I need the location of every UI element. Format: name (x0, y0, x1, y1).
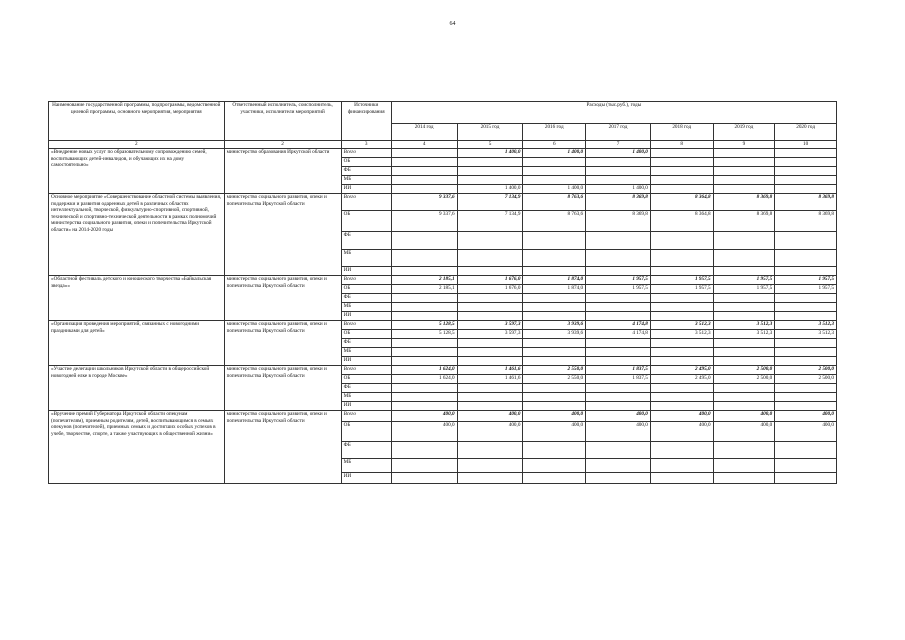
expense-value (713, 357, 775, 366)
expense-value (586, 339, 651, 348)
expense-value (713, 384, 775, 393)
expense-value: 1 957,5 (586, 276, 651, 285)
expense-value (523, 384, 586, 393)
expense-value (713, 393, 775, 402)
expense-value (713, 303, 775, 312)
column-number: 3 (341, 141, 391, 149)
expense-value (650, 158, 713, 167)
expense-value (457, 294, 523, 303)
expense-value (457, 459, 523, 473)
expense-value (713, 149, 775, 158)
expense-value: 1 400,0 (523, 185, 586, 194)
expense-value (457, 473, 523, 484)
funding-source: МБ (341, 393, 391, 402)
expense-value (391, 339, 457, 348)
expense-value (650, 339, 713, 348)
expense-value: 3 597,3 (457, 321, 523, 330)
funding-source: ОБ (341, 422, 391, 442)
expense-value (523, 176, 586, 185)
funding-source: ОБ (341, 211, 391, 232)
expense-value (775, 185, 837, 194)
expense-value: 2 495,0 (650, 366, 713, 375)
header-year: 2015 год (457, 123, 523, 140)
funding-source: ФБ (341, 442, 391, 459)
expense-value (391, 267, 457, 276)
expense-value: 1 400,0 (586, 149, 651, 158)
expense-value (391, 303, 457, 312)
expense-value (713, 250, 775, 267)
responsible-executor: министерство социального развития, опеки и попечительства Иркутской области (224, 411, 341, 484)
expense-value: 3 512,3 (713, 321, 775, 330)
expense-value: 400,0 (457, 422, 523, 442)
column-number: 8 (650, 141, 713, 149)
expense-value: 2 495,0 (650, 375, 713, 384)
expense-value (775, 149, 837, 158)
expense-value (775, 250, 837, 267)
table-row-total (49, 366, 837, 375)
expense-value: 400,0 (523, 422, 586, 442)
header-name-col: Наименование государственной программы, подпрограммы, ведомственной целевой программы, основного мероприятия, мероприятия (49, 102, 225, 141)
funding-source: МБ (341, 348, 391, 357)
expense-value (586, 473, 651, 484)
expense-value (523, 393, 586, 402)
column-number-row (49, 141, 837, 149)
expense-value (650, 357, 713, 366)
expense-value (586, 303, 651, 312)
expense-value: 3 512,3 (775, 330, 837, 339)
expense-value (586, 294, 651, 303)
expense-value (586, 357, 651, 366)
header-resp-col: Ответственный исполнитель, соисполнитель, участники, исполнители мероприятий (224, 102, 341, 141)
funding-source: МБ (341, 303, 391, 312)
expense-value (586, 167, 651, 176)
expense-value (391, 185, 457, 194)
budget-table (48, 101, 837, 484)
expense-value: 1 676,0 (457, 285, 523, 294)
funding-source: ИИ (341, 402, 391, 411)
header-row-1 (49, 102, 837, 124)
expense-value (775, 232, 837, 250)
funding-source: ФБ (341, 167, 391, 176)
expense-value (650, 312, 713, 321)
column-number: 9 (713, 141, 775, 149)
expense-value: 7 134,9 (457, 211, 523, 232)
table-row-total (49, 411, 837, 422)
expense-value (586, 176, 651, 185)
expense-value (586, 232, 651, 250)
expense-value (391, 402, 457, 411)
expense-value (650, 402, 713, 411)
expense-value (523, 402, 586, 411)
expense-value (457, 303, 523, 312)
responsible-executor: министерство социального развития, опеки и попечительства Иркутской области (224, 194, 341, 276)
expense-value (457, 167, 523, 176)
expense-value: 7 134,9 (457, 194, 523, 211)
expense-value: 3 512,3 (713, 330, 775, 339)
expense-value: 1 400,0 (457, 185, 523, 194)
expense-value: 400,0 (650, 422, 713, 442)
expense-value: 1 957,5 (775, 276, 837, 285)
expense-value: 8 369,8 (775, 211, 837, 232)
header-year: 2017 год (586, 123, 651, 140)
expense-value: 1 461,6 (457, 366, 523, 375)
funding-source: Всего (341, 276, 391, 285)
responsible-executor: министерство социального развития, опеки и попечительства Иркутской области (224, 366, 341, 411)
expense-value (650, 167, 713, 176)
expense-value: 8 763,6 (523, 194, 586, 211)
expense-value: 2 500,0 (775, 366, 837, 375)
expense-value: 4 174,8 (586, 321, 651, 330)
funding-source: ОБ (341, 330, 391, 339)
expense-value: 1 957,5 (713, 276, 775, 285)
expense-value (586, 384, 651, 393)
expense-value (391, 312, 457, 321)
expense-value (650, 185, 713, 194)
expense-value (713, 459, 775, 473)
expense-value: 1 624,0 (391, 366, 457, 375)
funding-source: ИИ (341, 473, 391, 484)
expense-value: 9 337,6 (391, 194, 457, 211)
expense-value (391, 158, 457, 167)
column-number: 10 (775, 141, 837, 149)
expense-value (457, 250, 523, 267)
expense-value (650, 267, 713, 276)
table-row-total (49, 149, 837, 158)
expense-value: 8 364,8 (650, 211, 713, 232)
expense-value (775, 473, 837, 484)
expense-value (523, 459, 586, 473)
expense-value (713, 442, 775, 459)
expense-value (391, 459, 457, 473)
responsible-executor: министерство социального развития, опеки и попечительства Иркутской области (224, 321, 341, 366)
expense-value (391, 176, 457, 185)
expense-value: 400,0 (775, 411, 837, 422)
expense-value (650, 294, 713, 303)
expense-value: 400,0 (391, 422, 457, 442)
expense-value (775, 339, 837, 348)
expense-value (457, 158, 523, 167)
measure-name: «Вручение премий Губернатора Иркутской области опекунам (попечителям), приемным родителям, детей, воспитывающимся в семьях опекунов (попечителей), приемных семьях и достигших особых успехов в учебе, творчестве, спорте, а также участвующих в общественной жизни» (49, 411, 225, 484)
expense-value (586, 393, 651, 402)
expense-value (775, 393, 837, 402)
expense-value (650, 393, 713, 402)
column-number: 5 (457, 141, 523, 149)
expense-value: 1 400,0 (523, 149, 586, 158)
expense-value (523, 250, 586, 267)
expense-value (391, 167, 457, 176)
funding-source: МБ (341, 250, 391, 267)
table-row-total (49, 321, 837, 330)
expense-value (713, 176, 775, 185)
expense-value: 400,0 (586, 422, 651, 442)
expense-value (523, 267, 586, 276)
expense-value: 400,0 (650, 411, 713, 422)
expense-value (650, 459, 713, 473)
funding-source: ФБ (341, 339, 391, 348)
funding-source: ФБ (341, 294, 391, 303)
expense-value: 8 369,8 (713, 194, 775, 211)
expense-value (523, 158, 586, 167)
expense-value (775, 384, 837, 393)
expense-value (586, 459, 651, 473)
expense-value: 8 369,8 (775, 194, 837, 211)
expense-value: 1 874,0 (523, 285, 586, 294)
expense-value (650, 176, 713, 185)
expense-value: 1 874,0 (523, 276, 586, 285)
expense-value (523, 294, 586, 303)
expense-value (391, 348, 457, 357)
measure-name: «Внедрение новых услуг по образовательному сопровождению семей, воспитывающих детей-инвалидов, и обучающих их на дому самостоятельно» (49, 149, 225, 194)
expense-value: 400,0 (586, 411, 651, 422)
expense-value (523, 442, 586, 459)
expense-value (523, 303, 586, 312)
funding-source: ОБ (341, 285, 391, 294)
expense-value: 400,0 (713, 422, 775, 442)
expense-value: 3 939,6 (523, 330, 586, 339)
page-number: 64 (449, 21, 456, 27)
funding-source: ИИ (341, 185, 391, 194)
expense-value (457, 176, 523, 185)
expense-value (775, 357, 837, 366)
expense-value (775, 312, 837, 321)
expense-value: 400,0 (457, 411, 523, 422)
expense-value (586, 267, 651, 276)
expense-value: 8 369,8 (586, 211, 651, 232)
expense-value: 1 957,5 (713, 285, 775, 294)
expense-value: 3 939,6 (523, 321, 586, 330)
expense-value: 8 369,8 (586, 194, 651, 211)
expense-value (586, 158, 651, 167)
column-number: 7 (586, 141, 651, 149)
expense-value (457, 267, 523, 276)
expense-value (713, 167, 775, 176)
expense-value (391, 250, 457, 267)
expense-value (650, 250, 713, 267)
expense-value: 1 837,5 (586, 375, 651, 384)
expense-value (713, 294, 775, 303)
expense-value: 3 597,3 (457, 330, 523, 339)
expense-value: 1 837,5 (586, 366, 651, 375)
funding-source: Всего (341, 366, 391, 375)
expense-value (457, 232, 523, 250)
expense-value: 4 174,8 (586, 330, 651, 339)
expense-value (775, 176, 837, 185)
expense-value (713, 185, 775, 194)
header-year: 2020 год (775, 123, 837, 140)
expense-value (650, 442, 713, 459)
expense-value: 8 364,8 (650, 194, 713, 211)
expense-value (713, 158, 775, 167)
expense-value: 2 500,0 (713, 375, 775, 384)
expense-value (586, 250, 651, 267)
expense-value (586, 312, 651, 321)
expense-value: 3 512,3 (775, 321, 837, 330)
header-expenses: Расходы (тыс.руб.), годы (391, 102, 836, 124)
expense-value: 2 500,0 (713, 366, 775, 375)
funding-source: ИИ (341, 267, 391, 276)
expense-value (457, 402, 523, 411)
expense-value (713, 339, 775, 348)
expense-value (650, 348, 713, 357)
expense-value: 1 957,5 (775, 285, 837, 294)
expense-value (650, 149, 713, 158)
expense-value: 1 957,5 (650, 276, 713, 285)
expense-value (775, 402, 837, 411)
expense-value: 1 676,0 (457, 276, 523, 285)
expense-value (391, 442, 457, 459)
expense-value (523, 473, 586, 484)
expense-value (713, 232, 775, 250)
funding-source: Всего (341, 194, 391, 211)
expense-value: 1 624,0 (391, 375, 457, 384)
expense-value (457, 348, 523, 357)
expense-value (713, 312, 775, 321)
responsible-executor: министерство социального развития, опеки и попечительства Иркутской области (224, 276, 341, 321)
expense-value: 1 957,5 (586, 285, 651, 294)
expense-value: 3 512,3 (650, 330, 713, 339)
expense-value (391, 149, 457, 158)
expense-value (650, 232, 713, 250)
expense-value (775, 303, 837, 312)
expense-value: 1 461,6 (457, 375, 523, 384)
expense-value (586, 348, 651, 357)
expense-value: 2 500,0 (775, 375, 837, 384)
measure-name: «Участие делегации школьников Иркутской области в общероссийской новогодней елке в городе Москве» (49, 366, 225, 411)
measure-name: Основное мероприятие «Совершенствование областной системы выявления, поддержки и развития одаренных детей в различных областях интеллектуальной, творческой, физкультурно-спортивной, спортивной, технической и спортивно-технической деятельности в рамках полномочий министерства социального развития, опеки и попечительства Иркутской области» на 2014-2020 годы (49, 194, 225, 276)
expense-value: 3 512,3 (650, 321, 713, 330)
expense-value (586, 442, 651, 459)
expense-value: 400,0 (775, 422, 837, 442)
table-row-total (49, 276, 837, 285)
expense-value: 5 128,5 (391, 330, 457, 339)
expense-value (457, 339, 523, 348)
expense-value (457, 384, 523, 393)
expense-value (523, 312, 586, 321)
column-number: 2 (224, 141, 341, 149)
expense-value (523, 232, 586, 250)
expense-value: 1 400,0 (457, 149, 523, 158)
header-year: 2018 год (650, 123, 713, 140)
funding-source: ФБ (341, 384, 391, 393)
column-number: 6 (523, 141, 586, 149)
expense-value: 8 369,8 (713, 211, 775, 232)
expense-value: 5 128,5 (391, 321, 457, 330)
expense-value (713, 267, 775, 276)
expense-value (391, 384, 457, 393)
header-year: 2014 год (391, 123, 457, 140)
expense-value: 1 400,0 (586, 185, 651, 194)
expense-value: 400,0 (523, 411, 586, 422)
funding-source: ОБ (341, 158, 391, 167)
funding-source: ФБ (341, 232, 391, 250)
column-number: 2 (49, 141, 225, 149)
expense-value (650, 303, 713, 312)
expense-value (523, 348, 586, 357)
expense-value (391, 294, 457, 303)
expense-value (391, 393, 457, 402)
expense-value: 2 550,0 (523, 366, 586, 375)
expense-value (775, 267, 837, 276)
expense-value: 400,0 (713, 411, 775, 422)
header-year: 2016 год (523, 123, 586, 140)
expense-value: 9 337,6 (391, 211, 457, 232)
expense-value (391, 473, 457, 484)
expense-value (775, 348, 837, 357)
funding-source: ИИ (341, 357, 391, 366)
expense-value (523, 357, 586, 366)
expense-value (713, 473, 775, 484)
header-source-col: Источники финансирования (341, 102, 391, 141)
expense-value (586, 402, 651, 411)
expense-value (713, 348, 775, 357)
expense-value (457, 312, 523, 321)
header-year: 2019 год (713, 123, 775, 140)
expense-value: 1 957,5 (650, 285, 713, 294)
funding-source: МБ (341, 176, 391, 185)
expense-value (775, 442, 837, 459)
expense-value (391, 357, 457, 366)
expense-value (775, 294, 837, 303)
expense-value (457, 442, 523, 459)
funding-source: ОБ (341, 375, 391, 384)
funding-source: Всего (341, 411, 391, 422)
expense-value (391, 232, 457, 250)
expense-value: 8 763,6 (523, 211, 586, 232)
funding-source: ИИ (341, 312, 391, 321)
table-row-total (49, 194, 837, 211)
table-body (49, 149, 837, 484)
expense-value (775, 158, 837, 167)
expense-value (775, 459, 837, 473)
funding-source: Всего (341, 149, 391, 158)
expense-value (775, 167, 837, 176)
expense-value (713, 402, 775, 411)
funding-source: МБ (341, 459, 391, 473)
expense-value (523, 339, 586, 348)
expense-value: 2 185,1 (391, 276, 457, 285)
measure-name: «Организация проведения мероприятий, связанных с новогодними праздниками для детей» (49, 321, 225, 366)
expense-value (457, 393, 523, 402)
responsible-executor: министерство образования Иркутской области (224, 149, 341, 194)
expense-value (457, 357, 523, 366)
expense-value (650, 384, 713, 393)
column-number: 4 (391, 141, 457, 149)
expense-value (523, 167, 586, 176)
funding-source: Всего (341, 321, 391, 330)
expense-value: 2 550,0 (523, 375, 586, 384)
measure-name: «Областной фестиваль детского и юношеского творчества «Байкальская звезда»» (49, 276, 225, 321)
expense-value: 400,0 (391, 411, 457, 422)
expense-value (650, 473, 713, 484)
expense-value: 2 185,1 (391, 285, 457, 294)
